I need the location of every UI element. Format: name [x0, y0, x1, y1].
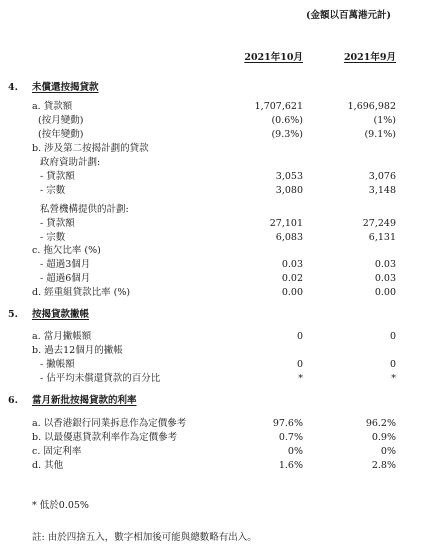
footnote: * 低於0.05% [32, 500, 89, 511]
row-value-oct: 0.02 [281, 273, 303, 284]
column-header-sep: 2021年9月 [343, 52, 396, 63]
row-label: - 宗數 [40, 185, 66, 196]
row-value-oct: 27,101 [269, 218, 303, 229]
row-label: (按年變動) [38, 129, 84, 140]
row-value-oct: (9.3%) [271, 129, 303, 140]
row-value-sep: 1,696,982 [347, 101, 396, 112]
row-label: c. 拖欠比率 (%) [32, 245, 101, 256]
row-value-oct: 97.6% [272, 418, 303, 429]
row-value-sep: 0% [380, 446, 396, 457]
row-value-oct: 0% [287, 446, 303, 457]
column-header-oct: 2021年10月 [244, 52, 303, 63]
section-6-title: 當月新批按揭貸款的利率 [32, 395, 137, 406]
section-5-number: 5. [8, 309, 18, 320]
row-label: 政府資助計劃: [40, 157, 101, 168]
row-label: - 撇帳額 [40, 359, 75, 370]
row-value-sep: (9.1%) [364, 129, 396, 140]
row-label: d. 其他 [32, 460, 64, 471]
row-value-sep: 0 [389, 359, 396, 370]
section-4-title: 未償還按揭貸款 [32, 82, 99, 93]
row-value-sep: 3,148 [368, 185, 396, 196]
row-value-sep: 0.03 [374, 259, 396, 270]
row-label: 私營機構提供的計劃: [40, 204, 129, 215]
row-value-sep: 2.8% [371, 460, 396, 471]
row-label: a. 貸款額 [32, 101, 73, 112]
unit-note: (金額以百萬港元計) [306, 10, 391, 21]
row-value-sep: 6,131 [368, 232, 396, 243]
row-label: b. 涉及第二按揭計劃的貸款 [32, 143, 149, 154]
row-label: - 佔平均未償還貸款的百分比 [40, 373, 161, 384]
row-label: - 宗數 [40, 232, 66, 243]
row-value-sep: * [391, 373, 396, 384]
row-label: - 超過6個月 [40, 273, 91, 284]
row-value-oct: 0.7% [278, 432, 303, 443]
row-value-oct: 3,053 [275, 171, 303, 182]
row-value-sep: (1%) [373, 115, 396, 126]
row-label: - 超過3個月 [40, 259, 91, 270]
row-value-sep: 0.00 [374, 287, 396, 298]
row-label: (按月變動) [38, 115, 84, 126]
row-label: - 貸款額 [40, 171, 75, 182]
row-value-oct: * [298, 373, 303, 384]
row-value-sep: 27,249 [362, 218, 396, 229]
row-label: b. 以最優惠貸款利率作為定價參考 [32, 432, 178, 443]
row-value-sep: 0.9% [371, 432, 396, 443]
row-value-oct: 1,707,621 [254, 101, 303, 112]
row-value-oct: 0 [296, 359, 303, 370]
row-value-oct: 6,083 [275, 232, 303, 243]
row-value-oct: 0.03 [281, 259, 303, 270]
row-value-sep: 96.2% [365, 418, 396, 429]
section-5-title: 按揭貸款撇帳 [32, 309, 90, 320]
row-label: c. 固定利率 [32, 446, 82, 457]
section-4-number: 4. [8, 82, 18, 93]
row-value-oct: 0.00 [281, 287, 303, 298]
row-value-sep: 0 [389, 331, 396, 342]
section-6-number: 6. [8, 395, 18, 406]
row-label: d. 經重組貸款比率 (%) [32, 287, 131, 298]
row-value-oct: 0 [296, 331, 303, 342]
row-value-oct: 3,080 [275, 185, 303, 196]
rounding-note: 註: 由於四捨五入，數字相加後可能與總數略有出入。 [32, 532, 257, 543]
row-value-oct: 1.6% [278, 460, 303, 471]
row-label: a. 以香港銀行同業拆息作為定價參考 [32, 418, 187, 429]
row-value-sep: 3,076 [368, 171, 396, 182]
row-value-sep: 0.03 [374, 273, 396, 284]
row-label: - 貸款額 [40, 218, 75, 229]
row-value-oct: (0.6%) [271, 115, 303, 126]
row-label: b. 過去12個月的撇帳 [32, 345, 123, 356]
row-label: a. 當月撇帳額 [32, 331, 92, 342]
